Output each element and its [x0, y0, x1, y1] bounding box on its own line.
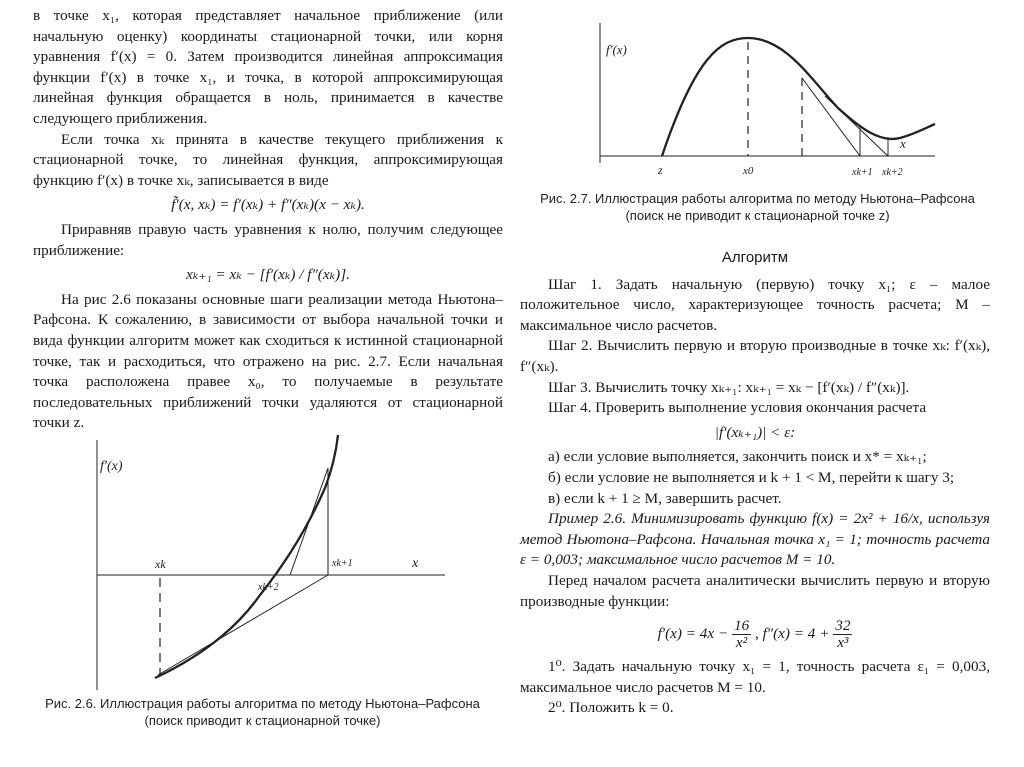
- fig27-tangent-2: [825, 96, 888, 156]
- case-b: б) если условие не выполняется и k + 1 < M, перейти к шагу 3;: [548, 468, 955, 486]
- fig26-ylabel: f′(x): [100, 459, 123, 474]
- algorithm-heading: Алгоритм: [721, 249, 789, 266]
- fig27-xlabel: x: [900, 136, 906, 151]
- example-2-6: Пример 2.6. Минимизировать функцию f(x) = 2x² + 16/x, используя метод Ньютона–Рафсона. Начальная точка x₁ = 1; точность расчета ε = 0,003; максимальное число расчетов M = 10.: [520, 510, 990, 569]
- fig26-caption-line2: (поиск приводит к стационарной точке): [144, 713, 381, 728]
- paragraph-3: Приравняв правую часть уравнения к нолю, получим следующее приближение:: [33, 220, 503, 259]
- step-1-0: 1⁰. Задать начальную точку x₁ = 1, точность расчета ε₁ = 0,003, максимальное число расчетов M = 10.: [520, 658, 990, 696]
- fig26-caption-line1: Рис. 2.6. Иллюстрация работы алгоритма по методу Ньютона–Рафсона: [45, 696, 480, 711]
- fig27-xk2-label: xk+2: [882, 167, 903, 178]
- fig27-caption-line2: (поиск не приводит к стационарной точке z): [625, 208, 890, 223]
- fig26-tangent-3: [290, 468, 328, 575]
- d2-numerator: 32: [835, 617, 851, 635]
- step-2: Шаг 2. Вычислить первую и вторую производные в точке xₖ: f′(xₖ), f″(xₖ).: [520, 337, 990, 375]
- paragraph-4: На рис 2.6 показаны основные шаги реализации метода Ньютона–Рафсона. К сожалению, в зависимости от выбора начальной точки и вида функции алгоритм может как сходиться к истинной стационарной точке, так и расходиться, что отражено на рис. 2.7. Если начальная точка расположена правее x₀, то получаемые в результате последовательных приближений точки удаляются от стационарной точки z.: [33, 290, 503, 432]
- fig26-tangent-1: [158, 575, 328, 675]
- fig27-caption-line1: Рис. 2.7. Иллюстрация работы алгоритма по методу Ньютона–Рафсона: [540, 191, 975, 206]
- formula-next-approx: xₖ₊₁ = xₖ − [f′(xₖ) / f″(xₖ)].: [186, 266, 350, 284]
- fig26-xk-label: xk: [155, 557, 166, 571]
- fig27-curve: [662, 38, 935, 156]
- left-text-column: [33, 6, 503, 434]
- d1-fraction: [732, 618, 751, 651]
- step-2-0: 2⁰. Положить k = 0.: [548, 699, 674, 717]
- stop-condition: |f′(xₖ₊₁)| < ε:: [714, 423, 796, 441]
- fig27-z-label: z: [658, 163, 663, 177]
- fig27-ylabel: f′(x): [606, 42, 627, 57]
- fig27-caption: [535, 190, 980, 224]
- step-4: Шаг 4. Проверить выполнение условия окончания расчета: [548, 399, 927, 417]
- fig27-xk1-label: xk+1: [852, 167, 873, 178]
- d1-denominator: x²: [735, 634, 748, 652]
- fig26-curve: [155, 435, 338, 678]
- fig26-xk1-label: xk+1: [332, 558, 353, 569]
- figure-2-7: [570, 18, 950, 188]
- step-3: Шаг 3. Вычислить точку xₖ₊₁: xₖ₊₁ = xₖ − [f′(xₖ) / f″(xₖ)].: [548, 378, 910, 396]
- case-v: в) если k + 1 ≥ M, завершить расчет.: [548, 489, 782, 507]
- d2-text: , f″(x) = 4 +: [754, 625, 830, 643]
- case-a: а) если условие выполняется, закончить поиск и x* = xₖ₊₁;: [548, 448, 927, 466]
- formula-linear-approx: f̃′(x, xₖ) = f′(xₖ) + f″(xₖ)(x − xₖ).: [171, 196, 365, 214]
- step-1: Шаг 1. Задать начальную (первую) точку x₁; ε – малое положительное число, характеризующее точность расчета; M – максимальное число расчетов.: [520, 275, 990, 334]
- derivatives-formula: [520, 618, 990, 651]
- fig26-xlabel: x: [412, 556, 419, 571]
- fig27-tangent-1: [802, 78, 860, 156]
- fig26-caption: [40, 695, 485, 729]
- d2-denominator: x³: [837, 634, 849, 652]
- paragraph-2: Если точка xₖ принята в качестве текущего приближения к стационарной точке, то линейная функция, аппроксимирующая функцию f′(x) в точке xₖ, записывается в виде: [33, 130, 503, 189]
- right-text-column: [520, 248, 990, 719]
- before-derivatives: Перед началом расчета аналитически вычислить первую и вторую производные функции:: [520, 571, 990, 610]
- fig26-xk2-label: xk+2: [258, 582, 279, 593]
- figure-2-6: [60, 430, 460, 692]
- d1-numerator: 16: [733, 617, 750, 635]
- d1-text: f′(x) = 4x −: [657, 625, 729, 643]
- paragraph-1: в точке x₁, которая представляет начальное приближение (или начальную оценку) координаты стационарной точки, или корня уравнения f′(x) = 0. Затем производится линейная аппроксимация функции f′(x) в точке x₁, и точка, в которой аппроксимирующая линейная функция обращается в ноль, принимается в качестве следующего приближения.: [33, 7, 503, 127]
- fig27-x0-label: x0: [743, 165, 754, 177]
- d2-fraction: [833, 618, 852, 651]
